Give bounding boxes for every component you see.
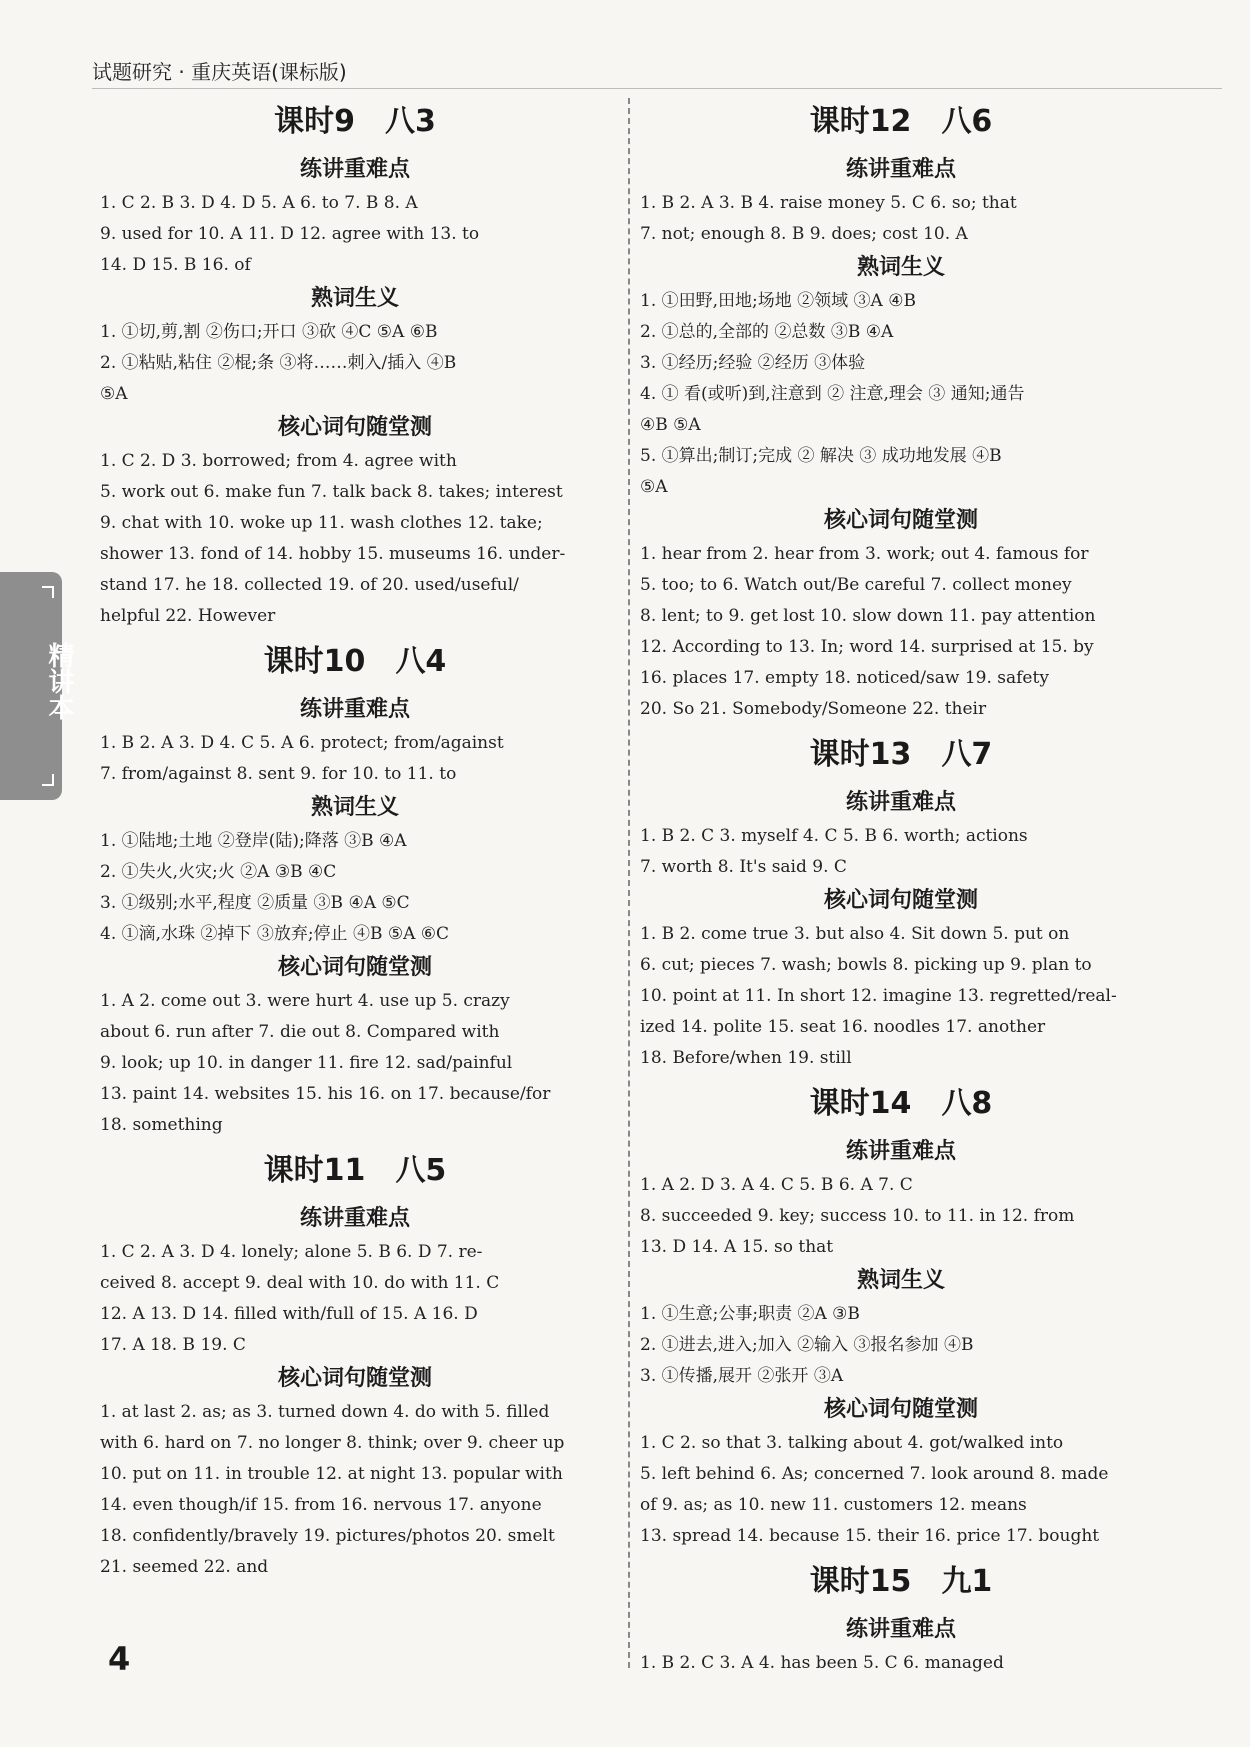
lesson-heading [640, 731, 1162, 779]
left-column [100, 92, 610, 1583]
answer-line: 12. According to 13. In; word 14. surprised at 15. by [640, 637, 1094, 657]
answer-line: 5. ①算出;制订;完成 ② 解决 ③ 成功地发展 ④B [640, 446, 1002, 466]
answer-line: 4. ① 看(或听)到,注意到 ② 注意,理会 ③ 通知;通告 [640, 384, 1025, 404]
answer-line: 1. C 2. so that 3. talking about 4. got/walked into [640, 1433, 1064, 1453]
section-heading: 核心词句随堂测 [823, 508, 978, 533]
answer-line: 2. ①总的,全部的 ②总数 ③B ④A [640, 322, 894, 342]
answer-line: 5. left behind 6. As; concerned 7. look around 8. made [640, 1464, 1109, 1484]
lesson-heading [640, 1080, 1162, 1128]
answer-line: 3. ①经历;经验 ②经历 ③体验 [640, 353, 866, 373]
header-rule [92, 88, 1222, 89]
answer-line: 1. ①陆地;土地 ②登岸(陆);降落 ③B ④A [100, 831, 407, 851]
answer-line: 18. confidently/bravely 19. pictures/photos 20. smelt [100, 1526, 555, 1546]
section-heading: 练讲重难点 [299, 157, 410, 182]
corner-mark-top [42, 586, 54, 598]
section-heading: 练讲重难点 [845, 1617, 956, 1642]
answer-line: 1. B 2. A 3. D 4. C 5. A 6. protect; from/against [100, 733, 504, 753]
lesson-unit: 九1 [941, 1564, 993, 1599]
lesson-number: 课时10 [263, 644, 366, 679]
section-heading: 练讲重难点 [845, 790, 956, 815]
answer-line: 1. C 2. A 3. D 4. lonely; alone 5. B 6. D 7. re- [100, 1242, 483, 1262]
answer-line: 2. ①失火,火灾;火 ②A ③B ④C [100, 862, 337, 882]
section-heading: 练讲重难点 [299, 1206, 410, 1231]
lesson-number: 课时11 [263, 1153, 366, 1188]
answer-line: 14. D 15. B 16. of [100, 255, 251, 275]
answer-line: 5. too; to 6. Watch out/Be careful 7. collect money [640, 575, 1072, 595]
answer-line: 7. not; enough 8. B 9. does; cost 10. A [640, 224, 968, 244]
answer-line: 9. chat with 10. woke up 11. wash clothes 12. take; [100, 513, 543, 533]
answer-line: 9. used for 10. A 11. D 12. agree with 13. to [100, 224, 480, 244]
section-heading: 熟词生义 [310, 795, 399, 820]
answer-line: with 6. hard on 7. no longer 8. think; over 9. cheer up [100, 1433, 565, 1453]
answer-line: 4. ①滴,水珠 ②掉下 ③放弃;停止 ④B ⑤A ⑥C [100, 924, 450, 944]
answer-line: 1. B 2. C 3. myself 4. C 5. B 6. worth; actions [640, 826, 1028, 846]
answer-line: 13. spread 14. because 15. their 16. price 17. bought [640, 1526, 1100, 1546]
section-heading: 熟词生义 [310, 286, 399, 311]
lesson-number: 课时15 [809, 1564, 912, 1599]
answer-line: 1. A 2. D 3. A 4. C 5. B 6. A 7. C [640, 1175, 913, 1195]
lesson-heading [100, 1147, 610, 1195]
answer-line: 6. cut; pieces 7. wash; bowls 8. picking up 9. plan to [640, 955, 1092, 975]
answer-line: about 6. run after 7. die out 8. Compared with [100, 1022, 500, 1042]
answer-line: 1. hear from 2. hear from 3. work; out 4. famous for [640, 544, 1089, 564]
lesson-unit: 八8 [941, 1086, 993, 1121]
answer-line: 1. C 2. B 3. D 4. D 5. A 6. to 7. B 8. A [100, 193, 418, 213]
answer-line: 7. from/against 8. sent 9. for 10. to 11. to [100, 764, 457, 784]
answer-line: 5. work out 6. make fun 7. talk back 8. takes; interest [100, 482, 563, 502]
answer-line: 10. put on 11. in trouble 12. at night 13. popular with [100, 1464, 563, 1484]
answer-line: 1. ①切,剪,割 ②伤口;开口 ③砍 ④C ⑤A ⑥B [100, 322, 438, 342]
answer-line: 1. ①田野,田地;场地 ②领域 ③A ④B [640, 291, 916, 311]
section-heading: 核心词句随堂测 [823, 888, 978, 913]
answer-line: 8. succeeded 9. key; success 10. to 11. in 12. from [640, 1206, 1075, 1226]
corner-mark-bottom [42, 774, 54, 786]
answer-line: 20. So 21. Somebody/Someone 22. their [640, 699, 987, 719]
section-heading: 核心词句随堂测 [277, 955, 432, 980]
section-heading: 核心词句随堂测 [277, 1366, 432, 1391]
answer-line: 8. lent; to 9. get lost 10. slow down 11. pay attention [640, 606, 1096, 626]
answer-line: 1. B 2. come true 3. but also 4. Sit down 5. put on [640, 924, 1070, 944]
section-heading: 熟词生义 [856, 255, 945, 280]
section-heading: 核心词句随堂测 [277, 415, 432, 440]
answer-line: 10. point at 11. In short 12. imagine 13. regretted/real- [640, 986, 1117, 1006]
answer-line: 13. paint 14. websites 15. his 16. on 17. because/for [100, 1084, 551, 1104]
answer-line: 3. ①级别;水平,程度 ②质量 ③B ④A ⑤C [100, 893, 410, 913]
side-tab-label: 精讲本 [44, 642, 74, 720]
lesson-heading [640, 98, 1162, 146]
answer-line: 1. ①生意;公事;职责 ②A ③B [640, 1304, 860, 1324]
side-tab [0, 572, 74, 800]
answer-line: 2. ①进去,进入;加入 ②输入 ③报名参加 ④B [640, 1335, 974, 1355]
section-heading: 熟词生义 [856, 1268, 945, 1293]
answer-line: 16. places 17. empty 18. noticed/saw 19. safety [640, 668, 1049, 688]
answer-line: 1. B 2. A 3. B 4. raise money 5. C 6. so; that [640, 193, 1017, 213]
answer-line: 1. C 2. D 3. borrowed; from 4. agree with [100, 451, 457, 471]
section-heading: 练讲重难点 [845, 157, 956, 182]
answer-line: ⑤A [640, 477, 668, 497]
answer-line: 9. look; up 10. in danger 11. fire 12. sad/painful [100, 1053, 513, 1073]
lesson-unit: 八4 [395, 644, 447, 679]
lesson-unit: 八7 [941, 737, 993, 772]
answer-line: ceived 8. accept 9. deal with 10. do with 11. C [100, 1273, 500, 1293]
answer-line: 1. A 2. come out 3. were hurt 4. use up 5. crazy [100, 991, 510, 1011]
section-heading: 练讲重难点 [845, 1139, 956, 1164]
running-header: 试题研究 · 重庆英语(课标版) [92, 60, 347, 84]
lesson-number: 课时12 [809, 104, 912, 139]
section-heading: 核心词句随堂测 [823, 1397, 978, 1422]
lesson-unit: 八6 [941, 104, 993, 139]
answer-line: of 9. as; as 10. new 11. customers 12. means [640, 1495, 1027, 1515]
section-heading: 练讲重难点 [299, 697, 410, 722]
answer-line: helpful 22. However [100, 606, 276, 626]
answer-line: 17. A 18. B 19. C [100, 1335, 246, 1355]
lesson-heading [100, 98, 610, 146]
right-column [640, 92, 1162, 1679]
answer-line: 7. worth 8. It's said 9. C [640, 857, 847, 877]
lesson-heading [100, 638, 610, 686]
lesson-number: 课时13 [809, 737, 912, 772]
page-number: 4 [108, 1640, 131, 1678]
answer-line: 18. Before/when 19. still [640, 1048, 852, 1068]
answer-line: stand 17. he 18. collected 19. of 20. used/useful/ [100, 575, 519, 595]
answer-line: 21. seemed 22. and [100, 1557, 269, 1577]
answer-line: 1. B 2. C 3. A 4. has been 5. C 6. managed [640, 1653, 1004, 1673]
column-divider [628, 98, 630, 1668]
lesson-unit: 八3 [385, 104, 436, 139]
answer-line: 18. something [100, 1115, 223, 1135]
answer-line: shower 13. fond of 14. hobby 15. museums 16. under- [100, 544, 566, 564]
answer-line: 14. even though/if 15. from 16. nervous 17. anyone [100, 1495, 542, 1515]
answer-line: 2. ①粘贴,粘住 ②棍;条 ③将……刺入/插入 ④B [100, 353, 457, 373]
lesson-unit: 八5 [395, 1153, 447, 1188]
answer-line: ④B ⑤A [640, 415, 701, 435]
answer-line: 13. D 14. A 15. so that [640, 1237, 834, 1257]
lesson-heading [640, 1558, 1162, 1606]
lesson-number: 课时14 [809, 1086, 912, 1121]
answer-line: ized 14. polite 15. seat 16. noodles 17. another [640, 1017, 1046, 1037]
answer-line: 3. ①传播,展开 ②张开 ③A [640, 1366, 844, 1386]
answer-line: 1. at last 2. as; as 3. turned down 4. do with 5. filled [100, 1402, 550, 1422]
lesson-number: 课时9 [274, 104, 355, 139]
answer-line: 12. A 13. D 14. filled with/full of 15. A 16. D [100, 1304, 478, 1324]
answer-line: ⑤A [100, 384, 128, 404]
